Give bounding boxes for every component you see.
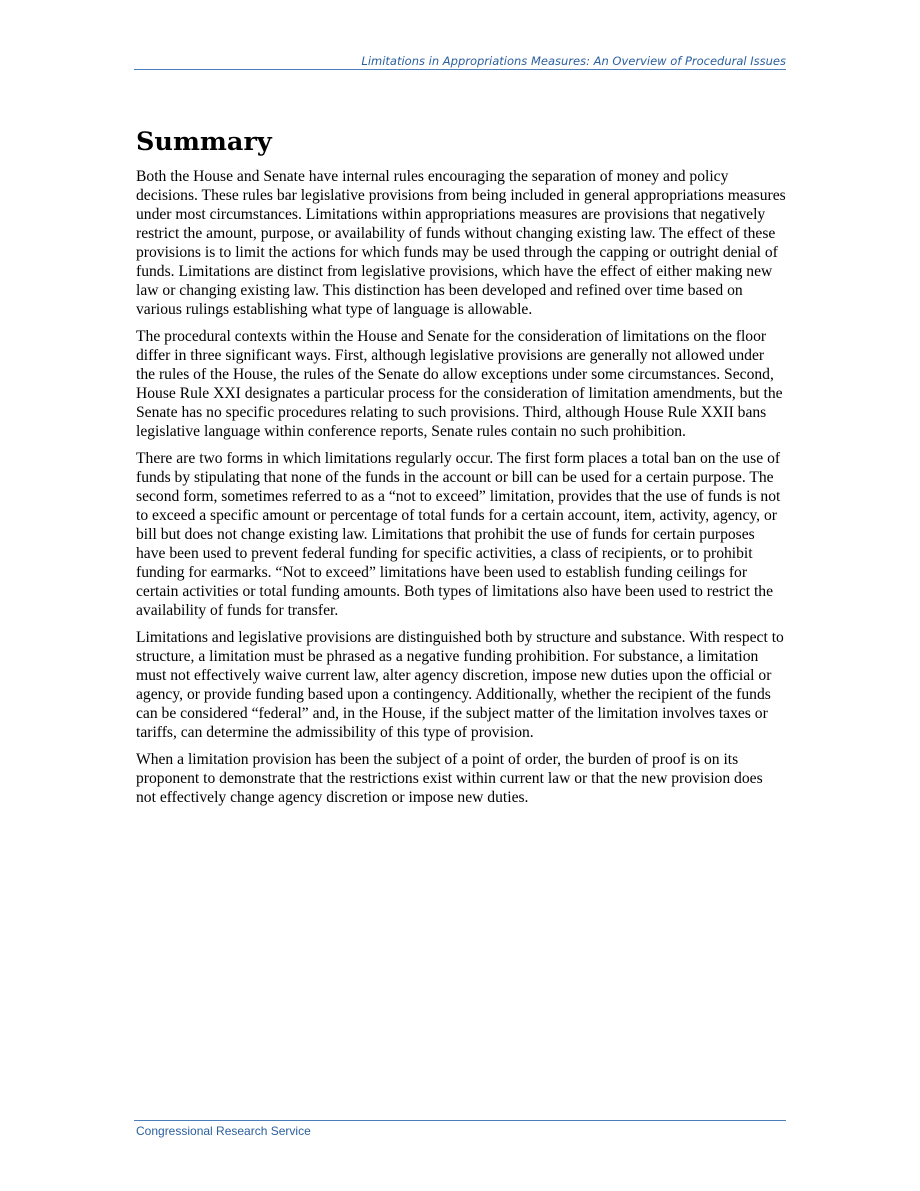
page-content <box>136 125 786 815</box>
summary-paragraph-4: Limitations and legislative provisions are distinguished both by structure and substance. With respect to structure, a limitation must be phrased as a negative funding prohibition. For substance, a limitation must not effectively waive current law, alter agency discretion, impose new duties upon the official or agency, or provide funding based upon a contingency. Additionally, whether the recipient of the funds can be considered “federal” and, in the House, if the subject matter of the limitation involves taxes or tariffs, can determine the admissibility of this type of provision. <box>136 629 784 741</box>
header-rule <box>134 69 786 70</box>
summary-paragraph-5: When a limitation provision has been the subject of a point of order, the burden of proof is on its proponent to demonstrate that the restrictions exist within current law or that the new provision does not effectively change agency discretion or impose new duties. <box>136 751 763 806</box>
summary-paragraph-2: The procedural contexts within the House and Senate for the consideration of limitations on the floor differ in three significant ways. First, although legislative provisions are generally not allowed under the rules of the House, the rules of the Senate do allow exceptions under some circumstances. Second, House Rule XXI designates a particular process for the consideration of limitation amendments, but the Senate has no specific procedures relating to such provisions. Third, although House Rule XXII bans legislative language within conference reports, Senate rules contain no such prohibition. <box>136 328 783 440</box>
footer-organization: Congressional Research Service <box>136 1124 311 1138</box>
section-title: Summary <box>136 127 272 157</box>
summary-paragraph-1: Both the House and Senate have internal rules encouraging the separation of money and policy decisions. These rules bar legislative provisions from being included in general appropriations measures under most circumstances. Limitations within appropriations measures are provisions that negatively restrict the amount, purpose, or availability of funds without changing existing law. The effect of these provisions is to limit the actions for which funds may be used through the capping or outright denial of funds. Limitations are distinct from legislative provisions, which have the effect of either making new law or changing existing law. This distinction has been developed and refined over time based on various rulings establishing what type of language is allowable. <box>136 168 786 318</box>
footer-rule <box>134 1120 786 1121</box>
running-header: Limitations in Appropriations Measures: An Overview of Procedural Issues <box>361 54 786 68</box>
summary-paragraph-3: There are two forms in which limitations regularly occur. The first form places a total ban on the use of funds by stipulating that none of the funds in the account or bill can be used for a certain purpose. The second form, sometimes referred to as a “not to exceed” limitation, provides that the use of funds is not to exceed a specific amount or percentage of total funds for a certain account, item, activity, agency, or bill but does not change existing law. Limitations that prohibit the use of funds for certain purposes have been used to prevent federal funding for specific activities, a class of recipients, or to prohibit funding for earmarks. “Not to exceed” limitations have been used to establish funding ceilings for certain activities or total funding amounts. Both types of limitations also have been used to restrict the availability of funds for transfer. <box>136 450 781 619</box>
